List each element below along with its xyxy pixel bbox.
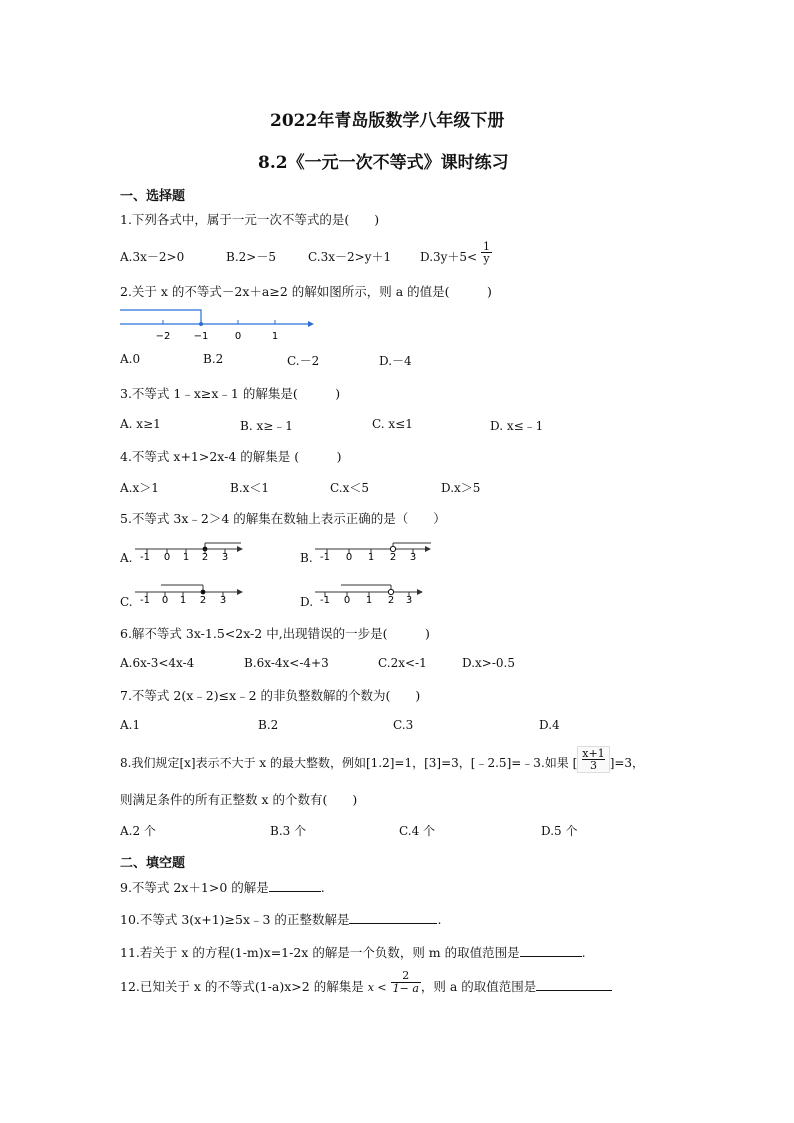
q8-fraction-denominator: 3: [589, 759, 597, 772]
q5-option-c-letter: C.: [120, 595, 133, 609]
q5c-tick-label: 2: [199, 595, 207, 606]
q5c-tick-label: 1: [179, 595, 187, 606]
page-subtitle: 8.2《一元一次不等式》课时练习: [258, 153, 509, 173]
q12-fraction-numerator: 2: [391, 970, 421, 983]
q5b-tick-label: 1: [367, 552, 375, 563]
q11-end: .: [581, 945, 586, 960]
q4-option-b: B.x＜1: [230, 481, 270, 495]
q6-option-b: B.6x-4x<-4+3: [244, 656, 329, 670]
q5b-tick-label: 3: [409, 552, 417, 563]
q5c-tick-label: -1: [140, 595, 150, 606]
q8-text-before: 8.我们规定[x]表示不大于 x 的最大整数，例如[1.2]=1，[3]=3，[﹣2.5]=﹣3.如果 [: [120, 756, 578, 770]
q5a-tick-label: -1: [140, 552, 150, 563]
question-6: 6.解不等式 3x-1.5<2x-2 中,出现错误的一步是( ): [120, 626, 430, 641]
q5-option-b-letter: B.: [300, 551, 313, 565]
q7-option-b: B.2: [258, 718, 279, 732]
q7-option-a: A.1: [120, 718, 141, 732]
q2-tick-label: 0: [234, 331, 242, 342]
q1-option-d-text: D.3y＋5<: [420, 250, 478, 264]
q5d-tick-label: 0: [343, 595, 351, 606]
q5c-tick-label: 3: [219, 595, 227, 606]
q8-text-after: ]=3，: [609, 756, 645, 770]
question-10: [120, 910, 441, 928]
question-4: 4.不等式 x+1>2x-4 的解集是 ( ): [120, 449, 342, 464]
q5d-tick-label: 3: [405, 595, 413, 606]
q3-option-b: B. x≥﹣1: [240, 419, 293, 433]
q5-number-line-c: [133, 580, 245, 606]
q10-text: 10.不等式 3(x+1)≥5x﹣3 的正整数解是: [120, 912, 350, 927]
question-8-line2: 则满足条件的所有正整数 x 的个数有( ): [120, 792, 358, 807]
q8-option-b: B.3 个: [270, 824, 307, 838]
q5d-tick-label: 2: [387, 595, 395, 606]
q6-option-d: D.x>-0.5: [462, 656, 515, 670]
q12-text-before: 12.已知关于 x 的不等式(1-a)x>2 的解集是: [120, 979, 364, 994]
q5-number-line-d: [313, 580, 425, 606]
q8-option-c: C.4 个: [399, 824, 436, 838]
q2-number-line: [118, 304, 318, 344]
q2-option-c: C.－2: [287, 354, 320, 368]
q5-number-line-a: [133, 538, 245, 564]
q10-end: .: [437, 912, 442, 927]
q2-tick-label: −1: [193, 331, 209, 342]
q4-option-a: A.x＞1: [120, 481, 159, 495]
question-1: 1.下列各式中，属于一元一次不等式的是( ): [120, 212, 380, 227]
question-11: [120, 943, 586, 961]
question-3: 3.不等式 1﹣x≥x﹣1 的解集是( ): [120, 386, 341, 401]
q3-option-d: D. x≤﹣1: [490, 419, 544, 433]
q12-text-after: ，则 a 的取值范围是: [420, 979, 537, 994]
q8-fraction: [577, 746, 609, 773]
q1-fraction: [481, 241, 492, 264]
q5c-tick-label: 0: [161, 595, 169, 606]
section-heading-choice: 一、选择题: [120, 189, 186, 204]
q8-option-d: D.5 个: [541, 824, 578, 838]
section-heading-fill: 二、填空题: [120, 856, 186, 871]
q5a-tick-label: 3: [221, 552, 229, 563]
q12-fraction-denominator: 1− a: [392, 982, 419, 995]
q12-answer-blank[interactable]: [536, 978, 612, 991]
q6-option-a: A.6x-3<4x-4: [120, 656, 195, 670]
q12-inequality: x <: [367, 981, 387, 994]
question-2: 2.关于 x 的不等式－2x＋a≥2 的解如图所示，则 a 的值是( ): [120, 284, 492, 299]
q4-option-c: C.x＜5: [330, 481, 369, 495]
q4-option-d: D.x＞5: [441, 481, 481, 495]
q2-option-d: D.－4: [379, 354, 412, 368]
q1-option-a: A.3x－2>0: [120, 250, 185, 264]
q1-option-c: C.3x－2>y＋1: [308, 250, 392, 264]
q9-end: .: [320, 880, 325, 895]
q1-option-b: B.2>－5: [226, 250, 276, 264]
q1-fraction-numerator: 1: [482, 240, 490, 253]
question-8: [120, 747, 645, 773]
q7-option-d: D.4: [539, 718, 560, 732]
q10-answer-blank[interactable]: [349, 911, 437, 924]
question-12: [120, 969, 612, 995]
q2-tick-label: 1: [271, 331, 279, 342]
q9-answer-blank[interactable]: [269, 879, 321, 892]
question-7: 7.不等式 2(x﹣2)≤x﹣2 的非负整数解的个数为( ): [120, 688, 421, 703]
q5a-tick-label: 2: [201, 552, 209, 563]
q8-fraction-numerator: x+1: [582, 747, 605, 760]
q2-option-a: A.0: [120, 352, 141, 366]
q3-option-c: C. x≤1: [372, 417, 413, 431]
q5b-tick-label: -1: [320, 552, 330, 563]
q5d-tick-label: -1: [320, 595, 330, 606]
q5-option-a-letter: A.: [120, 551, 133, 565]
q8-option-a: A.2 个: [120, 824, 156, 838]
q1-fraction-denominator: y: [483, 252, 490, 265]
question-5: 5.不等式 3x﹣2＞4 的解集在数轴上表示正确的是（ ）: [120, 511, 446, 526]
q11-answer-blank[interactable]: [520, 944, 582, 957]
q5b-tick-label: 2: [389, 552, 397, 563]
q3-option-a: A. x≥1: [120, 417, 161, 431]
q5-option-d-letter: D.: [300, 595, 314, 609]
q5b-tick-label: 0: [345, 552, 353, 563]
q6-option-c: C.2x<-1: [378, 656, 427, 670]
q11-text: 11.若关于 x 的方程(1-m)x=1-2x 的解是一个负数，则 m 的取值范围是: [120, 945, 520, 960]
q7-option-c: C.3: [393, 718, 414, 732]
q2-option-b: B.2: [203, 352, 224, 366]
question-9: [120, 878, 325, 896]
q9-text: 9.不等式 2x＋1>0 的解是: [120, 880, 269, 895]
q12-fraction: [391, 970, 421, 995]
q5a-tick-label: 0: [163, 552, 171, 563]
q5-number-line-b: [313, 538, 435, 564]
page-title: 2022年青岛版数学八年级下册: [270, 111, 505, 131]
q5a-tick-label: 1: [182, 552, 190, 563]
q1-option-d: [420, 240, 492, 265]
q5d-tick-label: 1: [365, 595, 373, 606]
q2-tick-label: −2: [155, 331, 171, 342]
